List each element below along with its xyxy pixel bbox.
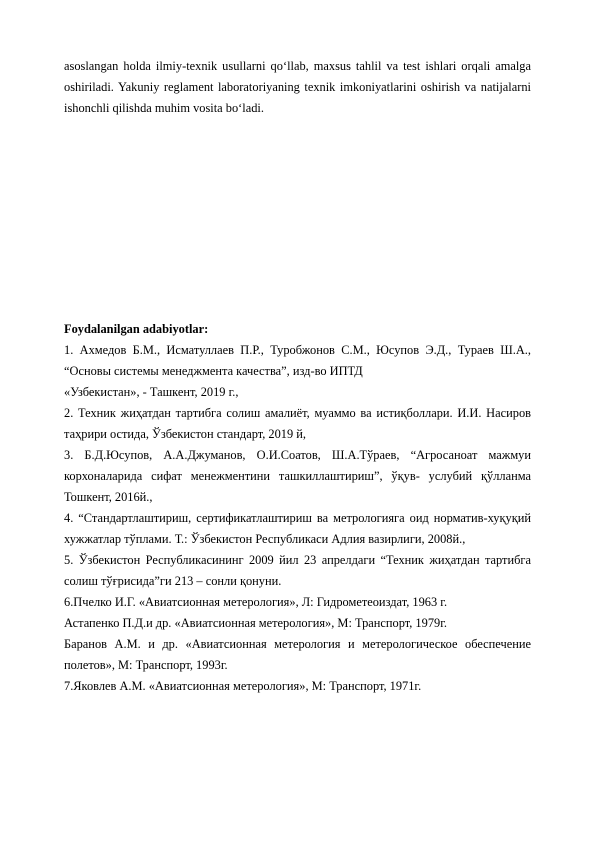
- reference-item: 2. Техник жиҳатдан тартибга солиш амалиёт, муаммо ва истиқболлари. И.И. Насиров таҳрири остида, Ўзбекистон стандарт, 2019 й,: [64, 406, 531, 441]
- intro-paragraph: asoslangan holda ilmiy-texnik usullarni qo‘llab, maxsus tahlil va test ishlari orqali amalga oshiriladi. Yakuniy reglament laboratoriyaning texnik imkoniyatlarini oshirish va natijalarni ishonchli qilishda muhim vosita bo‘ladi.: [64, 59, 531, 115]
- references-section: [64, 319, 531, 697]
- intro-section: [64, 56, 531, 119]
- reference-item: Баранов А.М. и др. «Авиатсионная метерология и метерологическое обеспечение полетов», М: Транспорт, 1993г.: [64, 637, 531, 672]
- reference-item: 6.Пчелко И.Г. «Авиатсионная метерология», Л: Гидрометеоиздат, 1963 г.: [64, 595, 448, 609]
- reference-item: Астапенко П.Д.и др. «Авиатсионная метерология», М: Транспорт, 1979г.: [64, 616, 447, 630]
- references-heading: Foydalanilgan adabiyotlar:: [64, 322, 209, 336]
- reference-item: 3. Б.Д.Юсупов, А.А.Джуманов, О.И.Соатов, Ш.А.Тўраев, “Агросаноат мажмуи корхоналарида сифат менежментини ташкиллаштириш”, ўқув- услубий қўлланма Тошкент, 2016й.,: [64, 448, 531, 504]
- reference-item: 4. “Стандартлаштириш, сертификатлаштириш ва метрологияга оид норматив-хуқуқий хужжатлар тўплами. Т.: Ўзбекистон Республикаси Адлия вазирлиги, 2008й.,: [64, 511, 531, 546]
- reference-item: «Узбекистан», - Ташкент, 2019 г.,: [64, 385, 239, 399]
- reference-item: 5. Ўзбекистон Республикасининг 2009 йил 23 апрелдаги “Техник жиҳатдан тартибга солиш тўғрисида”ги 213 – сонли қонуни.: [64, 553, 531, 588]
- reference-item: 1. Ахмедов Б.М., Исматуллаев П.Р., Туробжонов С.М., Юсупов Э.Д., Тураев Ш.А., “Основы системы менеджмента качества”, изд-во ИПТД: [64, 343, 531, 378]
- reference-item: 7.Яковлев А.М. «Авиатсионная метерология», М: Транспорт, 1971г.: [64, 679, 422, 693]
